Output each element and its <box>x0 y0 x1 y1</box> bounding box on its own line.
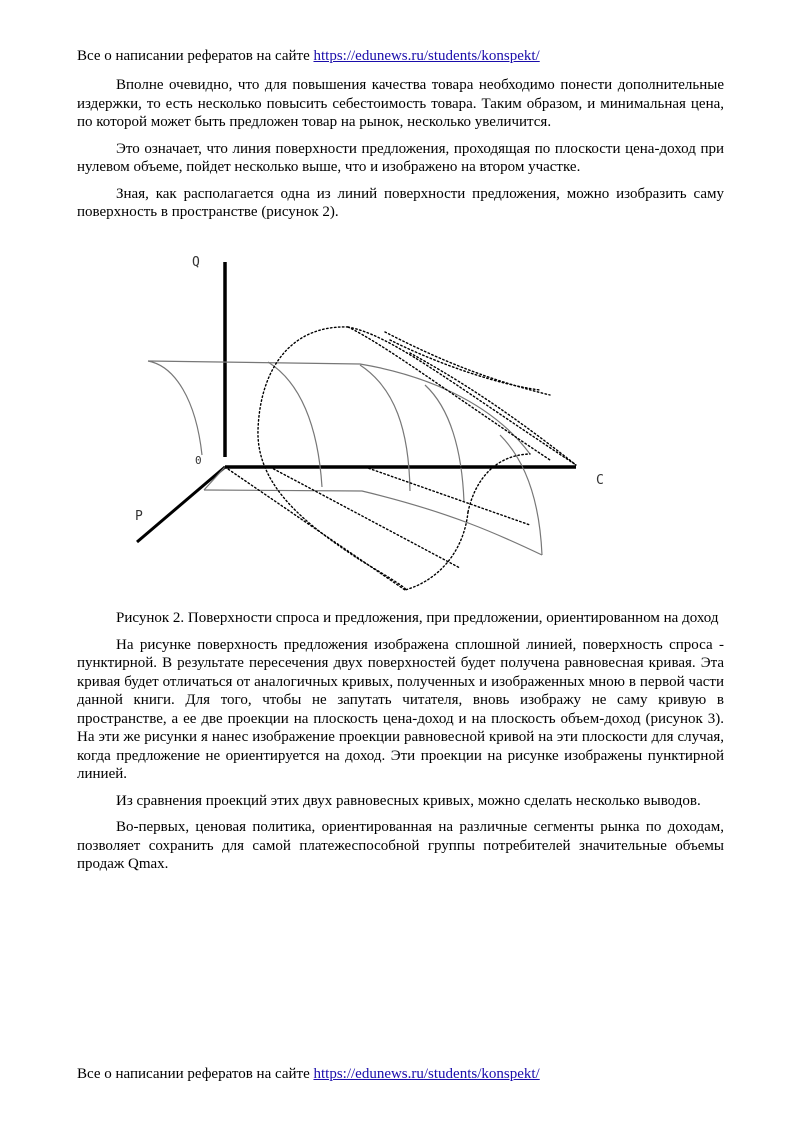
demand-top-4 <box>385 332 550 395</box>
figure-caption: Рисунок 2. Поверхности спроса и предложения, при предложении, ориентированном на доход <box>116 610 719 626</box>
paragraph-quality-costs: Вполне очевидно, что для повышения качества товара необходимо понести дополнительные издержки, то есть несколько повысить себестоимость товара. Таким образом, и минимальная цена, по которой может быть предложен товар на рынок, несколько увеличится. <box>77 77 724 130</box>
demand-top-2 <box>348 327 550 460</box>
document-body <box>77 76 724 222</box>
header-text: Все о написании рефератов на сайте <box>77 48 314 64</box>
demand-base-line-3 <box>365 467 530 525</box>
demand-top-5 <box>390 340 540 390</box>
demand-surface <box>225 327 576 590</box>
paragraph-surface-intro: Зная, как располагается одна из линий поверхности предложения, можно изобразить саму поверхность в пространстве (рисунок 2). <box>77 185 724 220</box>
supply-section-2 <box>360 365 410 491</box>
header-link[interactable]: https://edunews.ru/students/konspekt/ <box>313 48 540 64</box>
supply-surface <box>148 361 542 555</box>
document-body-lower <box>77 609 724 874</box>
supply-back-curve <box>148 361 202 455</box>
surface-diagram <box>120 250 620 600</box>
page-header <box>77 47 540 65</box>
origin-label: 0 <box>195 454 202 467</box>
page-footer <box>77 1065 540 1083</box>
supply-front-left <box>204 467 225 490</box>
paragraph-supply-line: Это означает, что линия поверхности предложения, проходящая по плоскости цена-доход при нулевом объеме, пойдет несколько выше, что и изображено на втором участке. <box>77 140 724 175</box>
demand-base-line-1 <box>225 467 405 590</box>
paragraph-comparison: Из сравнения проекций этих двух равновесных кривых, можно сделать несколько выводов. <box>116 792 701 809</box>
p-axis-label: P <box>135 509 143 524</box>
footer-text: Все о написании рефератов на сайте <box>77 1066 314 1082</box>
c-axis-label: C <box>596 473 604 488</box>
supply-section-3 <box>425 385 464 502</box>
figure-supply-demand-surfaces <box>120 250 620 600</box>
q-axis-label: Q <box>192 255 200 270</box>
paragraph-surface-description: На рисунке поверхность предложения изображена сплошной линией, поверхность спроса - пунктирной. В результате пересечения двух поверхностей будет получена равновесная кривая. Эта кривая будет отличаться от аналогичных кривых, полученных и изображенных мною в первой части данной книги. Для того, чтобы не запутать читателя, вновь изображу не саму кривую в пространстве, а ее две проекции на плоскость цена-доход и на плоскость объем-доход (рисунок 3). На эти же рисунки я нанес изображение проекции равновесной кривой на эти плоскости для случая, когда предложение не ориентируется на доход. Эти проекции на рисунке изображены пунктирной линией. <box>77 636 724 782</box>
demand-top-1 <box>348 327 576 465</box>
paragraph-first-conclusion: Во-первых, ценовая политика, ориентированная на различные сегменты рынка по доходам, позволяет сохранить для самой платежеспособной группы потребителей значительные объемы продаж Qmax. <box>77 819 724 872</box>
p-axis <box>137 467 225 542</box>
footer-link[interactable]: https://edunews.ru/students/konspekt/ <box>313 1066 540 1082</box>
supply-section-4 <box>500 435 542 555</box>
